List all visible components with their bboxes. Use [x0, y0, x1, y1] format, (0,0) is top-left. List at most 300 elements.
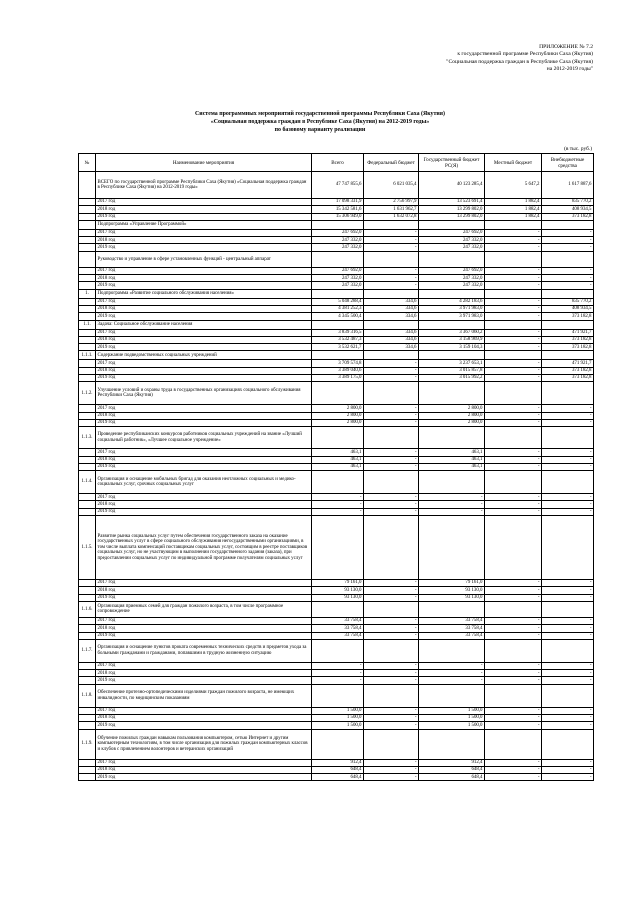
table-row-year	[79, 463, 594, 470]
cell-federal: -	[364, 766, 419, 773]
cell-local: -	[485, 677, 542, 684]
cell-state: -	[419, 677, 485, 684]
cell-name: 2019 год	[96, 313, 312, 320]
col-local: Местный бюджет	[485, 154, 542, 172]
cell-name: 2018 год	[96, 412, 312, 419]
cell-name: Подпрограмма «Управление Программой»	[96, 220, 312, 229]
cell-num: 1.1.	[79, 320, 96, 329]
cell-total: 3 532 487,3	[312, 336, 364, 343]
cell-extra	[542, 320, 594, 329]
cell-num	[79, 251, 96, 267]
cell-extra: 835 770,2	[542, 199, 594, 206]
cell-extra: -	[542, 405, 594, 412]
cell-extra: -	[542, 662, 594, 669]
cell-total: -	[312, 494, 364, 501]
cell-local	[485, 684, 542, 707]
cell-num	[79, 213, 96, 220]
cell-extra: 471 921,7	[542, 329, 594, 336]
cell-local	[485, 220, 542, 229]
cell-federal: -	[364, 707, 419, 714]
table-row-year	[79, 213, 594, 220]
table-row-year	[79, 766, 594, 773]
col-federal: Федеральный бюджет	[364, 154, 419, 172]
table-row-activity	[79, 684, 594, 707]
cell-name: 2017 год	[96, 199, 312, 206]
col-num: №	[79, 154, 96, 172]
cell-total: -	[312, 662, 364, 669]
cell-total: 1 500,0	[312, 714, 364, 721]
cell-extra	[542, 382, 594, 405]
cell-extra: -	[542, 419, 594, 426]
cell-num	[79, 494, 96, 501]
cell-local: 1 882,4	[485, 206, 542, 213]
cell-state	[419, 320, 485, 329]
cell-state: 1 500,0	[419, 714, 485, 721]
cell-extra	[542, 516, 594, 580]
table-row-activity	[79, 516, 594, 580]
cell-local: 1 882,4	[485, 199, 542, 206]
cell-total: 17 098 331,9	[312, 199, 364, 206]
table-row-year	[79, 617, 594, 624]
cell-total: 3 389 040,6	[312, 367, 364, 374]
cell-name: Проведение республиканских конкурсов работников социальных учреждений на звание «Лучший социальный работник», «Лучшее социальное учреждение»	[96, 427, 312, 449]
cell-state: 4 282 183,6	[419, 298, 485, 305]
table-row-year	[79, 405, 594, 412]
cell-total: 247 692,0	[312, 267, 364, 274]
cell-state: 648,4	[419, 774, 485, 781]
cell-federal: -	[364, 419, 419, 426]
cell-name: 2017 год	[96, 360, 312, 367]
col-extra: Внебюджетные средства	[542, 154, 594, 172]
cell-state	[419, 729, 485, 759]
cell-num	[79, 375, 96, 382]
cell-extra: -	[542, 714, 594, 721]
cell-extra: -	[542, 759, 594, 766]
cell-local	[485, 382, 542, 405]
cell-num	[79, 329, 96, 336]
cell-state	[419, 516, 485, 580]
cell-state: -	[419, 508, 485, 515]
document-title	[60, 110, 580, 134]
cell-num	[79, 282, 96, 289]
cell-local: -	[485, 722, 542, 729]
cell-total	[312, 382, 364, 405]
cell-state: 3 159 104,3	[419, 344, 485, 351]
cell-state	[419, 684, 485, 707]
cell-local: -	[485, 313, 542, 320]
cell-extra	[542, 601, 594, 617]
cell-extra: -	[542, 594, 594, 601]
cell-num	[79, 662, 96, 669]
cell-extra: -	[542, 282, 594, 289]
cell-extra: -	[542, 501, 594, 508]
table-row-year	[79, 580, 594, 587]
cell-total: 3 389 175,0	[312, 375, 364, 382]
cell-name: 2017 год	[96, 580, 312, 587]
cell-local: -	[485, 580, 542, 587]
col-name: Наименование мероприятия	[96, 154, 312, 172]
cell-local: -	[485, 412, 542, 419]
cell-name: 2019 год	[96, 594, 312, 601]
cell-total	[312, 220, 364, 229]
cell-total: 3 709 574,8	[312, 360, 364, 367]
cell-num: 1.1.8.	[79, 684, 96, 707]
cell-name: 2018 год	[96, 456, 312, 463]
cell-extra: -	[542, 275, 594, 282]
cell-total	[312, 729, 364, 759]
cell-extra: -	[542, 244, 594, 251]
cell-state: 3 237 653,1	[419, 360, 485, 367]
cell-total: 15 306 949,0	[312, 213, 364, 220]
cell-local	[485, 289, 542, 298]
cell-extra	[542, 639, 594, 662]
cell-local: -	[485, 229, 542, 236]
cell-state: 33 758,4	[419, 632, 485, 639]
cell-total: 3 532 621,7	[312, 344, 364, 351]
cell-state: 247 692,0	[419, 267, 485, 274]
cell-local: -	[485, 632, 542, 639]
cell-num	[79, 298, 96, 305]
cell-total	[312, 427, 364, 449]
cell-state: 912,4	[419, 759, 485, 766]
cell-extra: -	[542, 412, 594, 419]
cell-extra: -	[542, 449, 594, 456]
cell-state	[419, 639, 485, 662]
cell-total: 15 342 581,6	[312, 206, 364, 213]
cell-extra	[542, 471, 594, 494]
cell-federal: -	[364, 237, 419, 244]
cell-name: 2019 год	[96, 774, 312, 781]
cell-extra	[542, 220, 594, 229]
cell-name: 2019 год	[96, 463, 312, 470]
cell-total: 648,4	[312, 766, 364, 773]
cell-num	[79, 580, 96, 587]
cell-extra	[542, 684, 594, 707]
cell-state: 79 161,0	[419, 580, 485, 587]
cell-state: 3 971 983,0	[419, 305, 485, 312]
cell-local: -	[485, 508, 542, 515]
table-row-year	[79, 360, 594, 367]
cell-state: 33 758,4	[419, 617, 485, 624]
table-row-year	[79, 375, 594, 382]
cell-name: 2018 год	[96, 670, 312, 677]
cell-name: 2017 год	[96, 759, 312, 766]
cell-federal: -	[364, 405, 419, 412]
cell-state: 3 367 060,2	[419, 329, 485, 336]
cell-num	[79, 766, 96, 773]
cell-local	[485, 427, 542, 449]
cell-name: 2019 год	[96, 677, 312, 684]
cell-federal: 334,6	[364, 298, 419, 305]
cell-num	[79, 449, 96, 456]
cell-num	[79, 670, 96, 677]
table-row-year	[79, 501, 594, 508]
cell-name: 2018 год	[96, 237, 312, 244]
table-row-activity	[79, 251, 594, 267]
cell-state: 2 800,0	[419, 419, 485, 426]
table-row-year	[79, 594, 594, 601]
cell-name: Улучшение условий и охраны труда в государственных организациях социального обслуживания Республики Саха (Якутия)	[96, 382, 312, 405]
cell-federal: -	[364, 501, 419, 508]
cell-federal: -	[364, 494, 419, 501]
cell-num	[79, 456, 96, 463]
cell-federal	[364, 251, 419, 267]
table-row-year	[79, 774, 594, 781]
table-row-year	[79, 625, 594, 632]
cell-extra: -	[542, 494, 594, 501]
cell-total: 2 800,0	[312, 412, 364, 419]
cell-state	[419, 471, 485, 494]
cell-federal: 6 021 035,4	[364, 172, 419, 199]
cell-state: 247 332,0	[419, 282, 485, 289]
cell-federal: -	[364, 282, 419, 289]
cell-federal: -	[364, 580, 419, 587]
cell-local: -	[485, 714, 542, 721]
table-row-year	[79, 336, 594, 343]
cell-total: 1 500,0	[312, 722, 364, 729]
cell-total: 2 800,0	[312, 405, 364, 412]
cell-name: 2017 год	[96, 298, 312, 305]
cell-name: ВСЕГО по государственной программе Республики Саха (Якутия) «Социальная поддержка граждан в Республике Саха (Якутия) на 2012-2019 годы»	[96, 172, 312, 199]
cell-local: 5 647,2	[485, 172, 542, 199]
cell-local	[485, 351, 542, 360]
cell-local: -	[485, 237, 542, 244]
annex-line: "Социальная поддержка граждан в Республике Саха (Якутия)	[446, 58, 593, 65]
cell-extra: -	[542, 580, 594, 587]
cell-total: 247 332,0	[312, 275, 364, 282]
cell-local: -	[485, 463, 542, 470]
cell-federal	[364, 289, 419, 298]
cell-num	[79, 206, 96, 213]
cell-federal: -	[364, 677, 419, 684]
cell-local	[485, 601, 542, 617]
cell-federal	[364, 601, 419, 617]
cell-extra: 373 182,8	[542, 367, 594, 374]
cell-local: -	[485, 494, 542, 501]
cell-local: -	[485, 244, 542, 251]
cell-total: 93 130,0	[312, 594, 364, 601]
cell-name: 2019 год	[96, 419, 312, 426]
cell-total: 463,1	[312, 456, 364, 463]
cell-name: 2019 год	[96, 282, 312, 289]
cell-local	[485, 729, 542, 759]
cell-total: 247 332,0	[312, 244, 364, 251]
cell-local: -	[485, 360, 542, 367]
cell-num: 1.1.4.	[79, 471, 96, 494]
cell-local: -	[485, 617, 542, 624]
cell-local: -	[485, 305, 542, 312]
cell-num: 1.1.9.	[79, 729, 96, 759]
table-row-year	[79, 267, 594, 274]
cell-extra: 1 617 887,6	[542, 172, 594, 199]
cell-num	[79, 774, 96, 781]
cell-total: 33 758,4	[312, 617, 364, 624]
cell-extra: 835 770,2	[542, 298, 594, 305]
cell-name: Обеспечение протезно-ортопедическими изделиями граждан пожилого возраста, не имеющих инвалидности, по медицинским показаниям	[96, 684, 312, 707]
cell-total: -	[312, 677, 364, 684]
cell-state	[419, 382, 485, 405]
cell-name: 2019 год	[96, 244, 312, 251]
cell-name: 2019 год	[96, 213, 312, 220]
title-line: Система программных мероприятий государственной программы Республики Саха (Якутия)	[195, 111, 445, 117]
cell-total: 79 161,0	[312, 580, 364, 587]
table-row-year	[79, 759, 594, 766]
cell-federal	[364, 684, 419, 707]
table-row-year	[79, 419, 594, 426]
cell-local: -	[485, 336, 542, 343]
cell-state: 247 332,0	[419, 237, 485, 244]
cell-extra: -	[542, 766, 594, 773]
cell-num	[79, 405, 96, 412]
cell-federal: -	[364, 722, 419, 729]
table-row-year	[79, 707, 594, 714]
table-row-year	[79, 632, 594, 639]
cell-name: 2019 год	[96, 722, 312, 729]
cell-federal: 334,6	[364, 329, 419, 336]
cell-total: 93 130,0	[312, 587, 364, 594]
cell-federal: -	[364, 774, 419, 781]
cell-local: -	[485, 329, 542, 336]
cell-num	[79, 229, 96, 236]
cell-total	[312, 684, 364, 707]
cell-num	[79, 360, 96, 367]
cell-num	[79, 625, 96, 632]
cell-federal: 1 632 072,8	[364, 213, 419, 220]
cell-federal: -	[364, 275, 419, 282]
cell-extra: 373 182,8	[542, 313, 594, 320]
table-row-year	[79, 449, 594, 456]
table-body	[79, 172, 594, 781]
cell-num: 1.1.6.	[79, 601, 96, 617]
cell-num: 1.	[79, 289, 96, 298]
cell-federal: -	[364, 244, 419, 251]
cell-total: 1 500,0	[312, 707, 364, 714]
cell-local: -	[485, 774, 542, 781]
cell-state	[419, 427, 485, 449]
cell-total	[312, 289, 364, 298]
table-row-year	[79, 587, 594, 594]
cell-federal	[364, 639, 419, 662]
cell-num	[79, 617, 96, 624]
table-row-activity	[79, 471, 594, 494]
cell-total	[312, 516, 364, 580]
cell-state: 2 800,0	[419, 412, 485, 419]
table-row-activity	[79, 220, 594, 229]
cell-num	[79, 508, 96, 515]
cell-num	[79, 199, 96, 206]
cell-total: 3 839 316,5	[312, 329, 364, 336]
table-row-year	[79, 508, 594, 515]
cell-local: -	[485, 267, 542, 274]
cell-total: 463,1	[312, 449, 364, 456]
cell-federal	[364, 516, 419, 580]
cell-num	[79, 367, 96, 374]
cell-num	[79, 220, 96, 229]
title-line: по базовому варианту реализации	[274, 127, 366, 133]
cell-federal: -	[364, 360, 419, 367]
table-row-year	[79, 275, 594, 282]
cell-extra: -	[542, 722, 594, 729]
cell-extra: 408 934,5	[542, 305, 594, 312]
table-row-activity	[79, 729, 594, 759]
table-row-year	[79, 412, 594, 419]
cell-state: 2 800,0	[419, 405, 485, 412]
cell-total: 912,4	[312, 759, 364, 766]
table-row-year	[79, 677, 594, 684]
cell-total: 4 381 252,3	[312, 305, 364, 312]
cell-num	[79, 677, 96, 684]
cell-local: -	[485, 344, 542, 351]
cell-state: -	[419, 494, 485, 501]
cell-state: -	[419, 662, 485, 669]
cell-name: Содержание подведомственных социальных учреждений	[96, 351, 312, 360]
cell-federal: -	[364, 412, 419, 419]
cell-federal: -	[364, 456, 419, 463]
cell-federal	[364, 320, 419, 329]
cell-extra: -	[542, 508, 594, 515]
cell-total: -	[312, 670, 364, 677]
cell-federal	[364, 382, 419, 405]
cell-local: -	[485, 501, 542, 508]
cell-name: 2018 год	[96, 501, 312, 508]
table-row-year	[79, 282, 594, 289]
cell-name: 2017 год	[96, 617, 312, 624]
cell-state: 3 015 857,8	[419, 367, 485, 374]
cell-name: 2018 год	[96, 367, 312, 374]
cell-name: 2018 год	[96, 275, 312, 282]
cell-federal: 334,6	[364, 313, 419, 320]
program-table	[78, 153, 594, 781]
table-row-year	[79, 305, 594, 312]
cell-federal: -	[364, 367, 419, 374]
cell-num: 1.1.3.	[79, 427, 96, 449]
table-row-year	[79, 494, 594, 501]
cell-state: 93 130,0	[419, 587, 485, 594]
cell-extra: -	[542, 267, 594, 274]
cell-extra	[542, 729, 594, 759]
cell-num	[79, 275, 96, 282]
title-line: «Социальная поддержка граждан в Республике Саха (Якутия) на 2012-2019 годы»	[210, 119, 430, 125]
cell-extra: -	[542, 463, 594, 470]
cell-num	[79, 267, 96, 274]
cell-federal: -	[364, 759, 419, 766]
cell-num	[79, 463, 96, 470]
cell-local: 1 882,4	[485, 213, 542, 220]
cell-name: 2017 год	[96, 267, 312, 274]
cell-name: Руководство и управление в сфере установленных функций - центральный аппарат	[96, 251, 312, 267]
cell-num	[79, 313, 96, 320]
cell-state: 40 123 285,4	[419, 172, 485, 199]
cell-local: -	[485, 375, 542, 382]
cell-state: 463,1	[419, 449, 485, 456]
cell-state: 3 015 992,2	[419, 375, 485, 382]
table-row-year	[79, 298, 594, 305]
cell-total: 5 048 288,4	[312, 298, 364, 305]
cell-name: Организация и оснащение пунктов проката современных технических средств и предметов ухода за больными гражданами и гражданами, попавшими в трудную жизненную ситуацию	[96, 639, 312, 662]
cell-local	[485, 251, 542, 267]
table-row-activity	[79, 639, 594, 662]
cell-extra: -	[542, 237, 594, 244]
cell-total	[312, 639, 364, 662]
cell-local: -	[485, 282, 542, 289]
cell-federal	[364, 427, 419, 449]
cell-total	[312, 351, 364, 360]
table-header-row	[79, 154, 594, 172]
cell-name: 2017 год	[96, 662, 312, 669]
cell-total: 4 345 500,4	[312, 313, 364, 320]
annex-line: ПРИЛОЖЕНИЕ № 7.2	[539, 44, 593, 50]
cell-total: 463,1	[312, 463, 364, 470]
